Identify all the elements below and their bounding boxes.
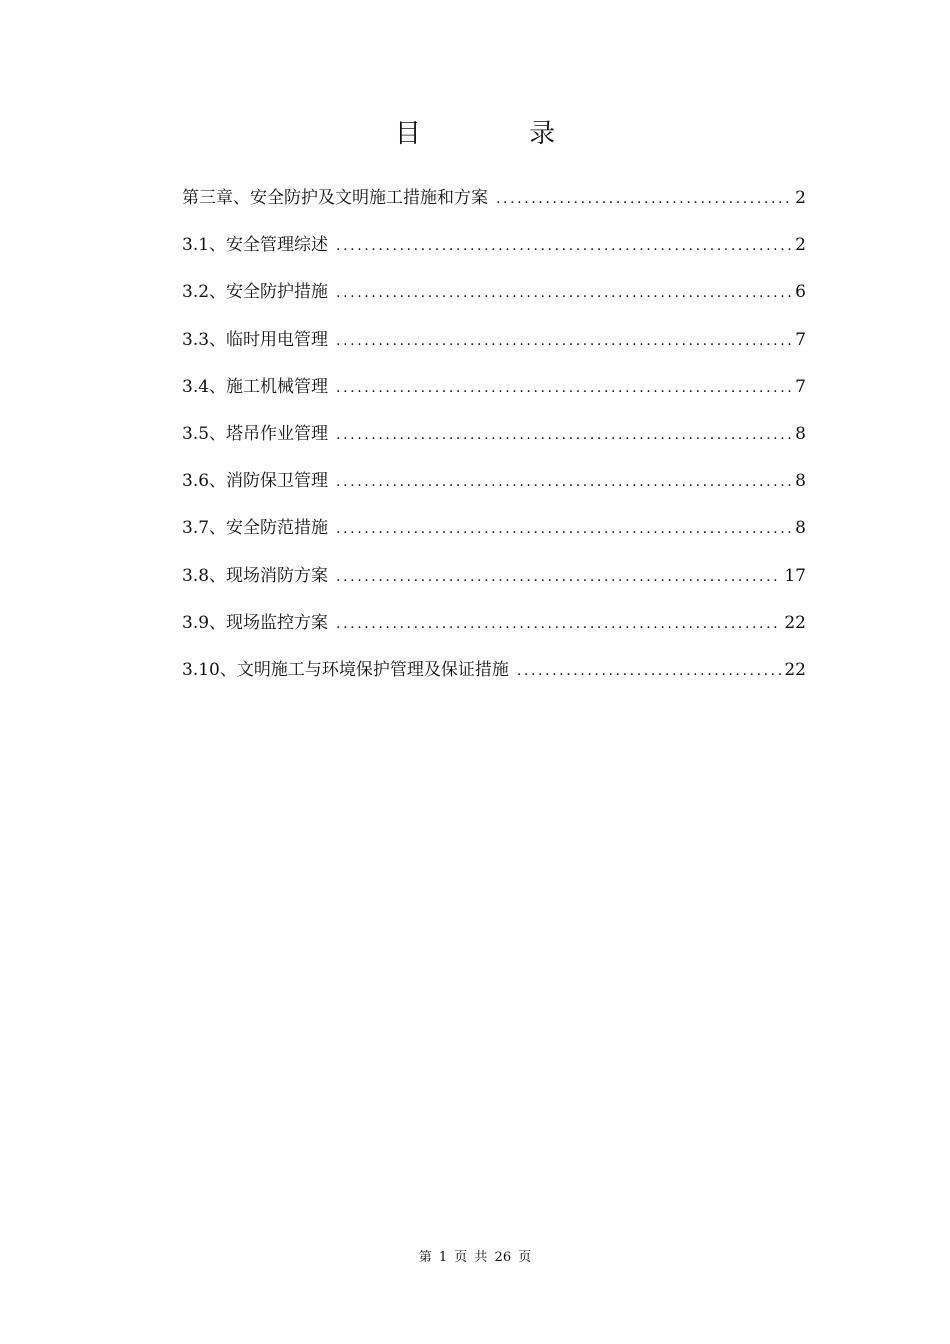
toc-entry[interactable] xyxy=(182,657,806,704)
toc-entry-label: 3.10、文明施工与环境保护管理及保证措施 xyxy=(182,659,509,680)
toc-entry-label: 3.4、施工机械管理 xyxy=(182,376,329,397)
toc-dot-leader xyxy=(336,233,792,259)
toc-entry-page: 8 xyxy=(795,518,806,539)
toc-entry-page: 6 xyxy=(795,282,806,303)
toc-entry[interactable] xyxy=(182,563,806,610)
toc-dot-leader xyxy=(336,375,792,401)
toc-entry-page: 7 xyxy=(795,329,806,350)
toc-dot-leader xyxy=(336,611,781,637)
toc-entry-page: 2 xyxy=(795,235,806,256)
toc-entry-label: 3.8、现场消防方案 xyxy=(182,565,329,586)
toc-dot-leader xyxy=(336,280,792,306)
page-footer: 第 1 页 共 26 页 xyxy=(418,1250,532,1265)
table-of-contents xyxy=(182,185,806,704)
toc-entry[interactable] xyxy=(182,374,806,421)
toc-entry-label: 3.6、消防保卫管理 xyxy=(182,471,329,492)
toc-entry[interactable] xyxy=(182,327,806,374)
toc-entry-page: 2 xyxy=(795,188,806,208)
toc-entry-label: 3.3、临时用电管理 xyxy=(182,329,329,350)
toc-dot-leader xyxy=(336,328,792,354)
toc-dot-leader xyxy=(336,422,792,448)
toc-entry-label: 第三章、安全防护及文明施工措施和方案 xyxy=(182,188,488,208)
toc-entry-label: 3.2、安全防护措施 xyxy=(182,282,329,303)
toc-entry[interactable] xyxy=(182,610,806,657)
toc-entry-page: 7 xyxy=(795,376,806,397)
toc-entry-label: 3.1、安全管理综述 xyxy=(182,235,329,256)
toc-entry-page: 17 xyxy=(784,565,806,586)
toc-entry[interactable] xyxy=(182,185,806,232)
toc-entry-page: 8 xyxy=(795,471,806,492)
toc-dot-leader xyxy=(517,658,782,684)
toc-entry-page: 22 xyxy=(784,659,806,680)
toc-entry-page: 22 xyxy=(784,612,806,633)
toc-entry[interactable] xyxy=(182,515,806,562)
toc-entry-label: 3.7、安全防范措施 xyxy=(182,518,329,539)
toc-entry[interactable] xyxy=(182,421,806,468)
page-title: 目 录 xyxy=(394,119,606,149)
toc-dot-leader xyxy=(336,469,792,495)
toc-entry-label: 3.9、现场监控方案 xyxy=(182,612,329,633)
toc-entry[interactable] xyxy=(182,279,806,326)
toc-entry[interactable] xyxy=(182,232,806,279)
toc-entry-page: 8 xyxy=(795,423,806,444)
toc-entry[interactable] xyxy=(182,468,806,515)
toc-dot-leader xyxy=(336,516,792,542)
toc-dot-leader xyxy=(336,564,781,590)
toc-dot-leader xyxy=(496,186,792,212)
toc-entry-label: 3.5、塔吊作业管理 xyxy=(182,423,329,444)
